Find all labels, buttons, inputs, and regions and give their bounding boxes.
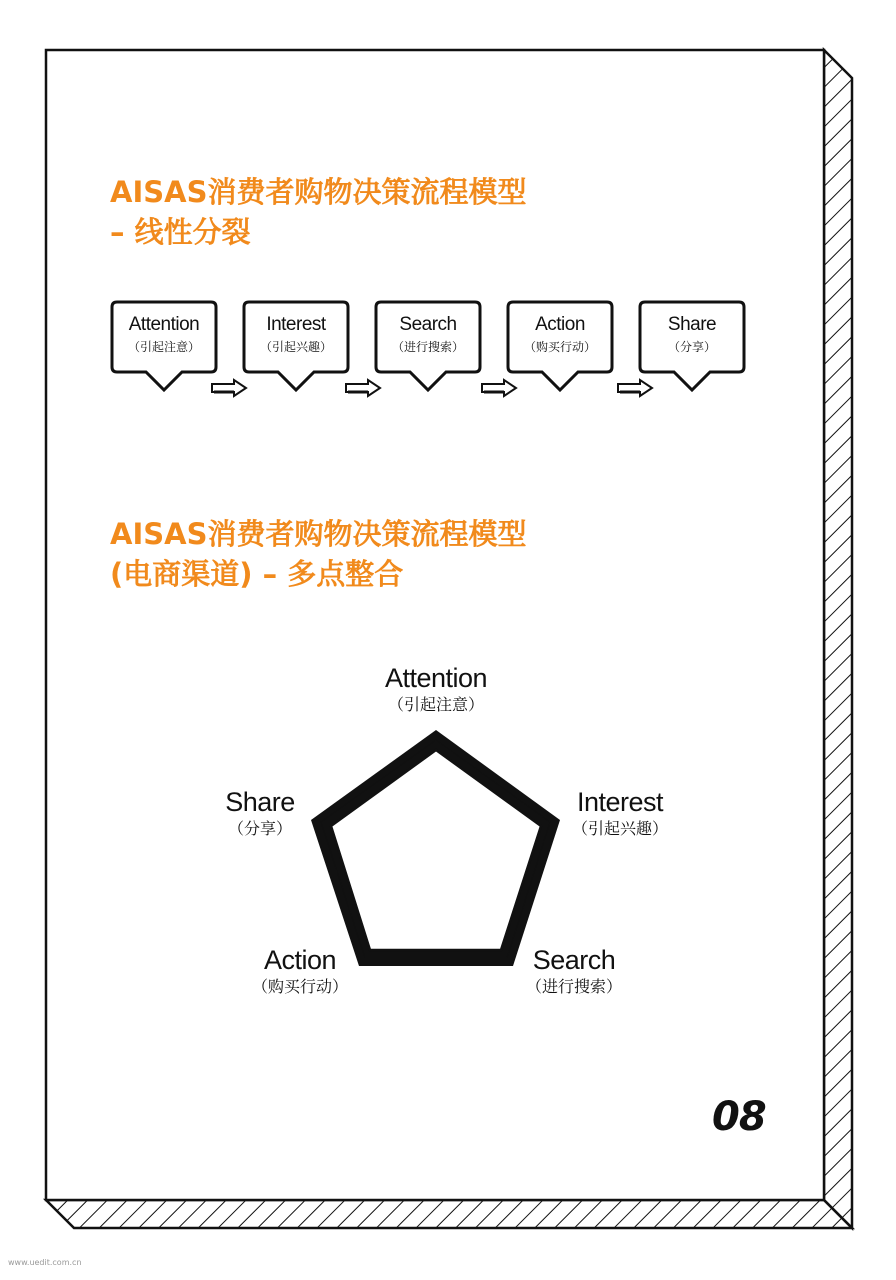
label-zh: （购买行动） bbox=[251, 977, 348, 996]
step-box-share bbox=[638, 300, 746, 374]
arrow-right-icon bbox=[210, 378, 248, 398]
watermark-text: www.uedit.com.cn bbox=[8, 1258, 82, 1267]
page-number: 08 bbox=[712, 1094, 766, 1140]
step-box-search bbox=[374, 300, 482, 374]
step-box-action bbox=[506, 300, 614, 374]
section-title-multipoint bbox=[110, 514, 526, 594]
pentagon-label-search bbox=[512, 944, 636, 998]
label-en: Share bbox=[225, 787, 295, 817]
step-box-attention bbox=[110, 300, 218, 374]
step-label-en: Share bbox=[667, 314, 717, 335]
title-line-2: (电商渠道) – 多点整合 bbox=[110, 557, 404, 591]
step-label-en: Action bbox=[535, 314, 585, 335]
section-title-linear bbox=[110, 172, 526, 252]
arrow-right-icon bbox=[480, 378, 518, 398]
step-label-en: Search bbox=[399, 314, 457, 335]
label-zh: （分享） bbox=[227, 819, 292, 838]
arrow-right-icon bbox=[344, 378, 382, 398]
step-label-zh: （引起注意） bbox=[127, 340, 200, 354]
pentagon-label-attention bbox=[356, 662, 516, 716]
step-label-en: Attention bbox=[128, 314, 200, 335]
label-zh: （引起注意） bbox=[387, 695, 484, 714]
label-zh: （进行搜索） bbox=[525, 977, 622, 996]
arrow-right-icon bbox=[616, 378, 654, 398]
step-label-en: Interest bbox=[266, 314, 326, 335]
step-label-zh: （分享） bbox=[667, 340, 716, 354]
step-label-zh: （引起兴趣） bbox=[259, 340, 332, 354]
label-en: Attention bbox=[384, 663, 488, 693]
title-line-1: AISAS消费者购物决策流程模型 bbox=[110, 517, 527, 551]
label-zh: （引起兴趣） bbox=[571, 819, 668, 838]
title-line-2: – 线性分裂 bbox=[110, 215, 251, 249]
label-en: Search bbox=[532, 945, 616, 975]
pentagon-label-interest bbox=[560, 786, 680, 840]
step-box-interest bbox=[242, 300, 350, 374]
pentagon-label-share bbox=[208, 786, 312, 840]
title-line-1: AISAS消费者购物决策流程模型 bbox=[110, 175, 527, 209]
step-label-zh: （购买行动） bbox=[523, 340, 596, 354]
step-label-zh: （进行搜索） bbox=[391, 340, 464, 354]
label-en: Action bbox=[263, 945, 337, 975]
pentagon-label-action bbox=[238, 944, 362, 998]
label-en: Interest bbox=[576, 787, 664, 817]
